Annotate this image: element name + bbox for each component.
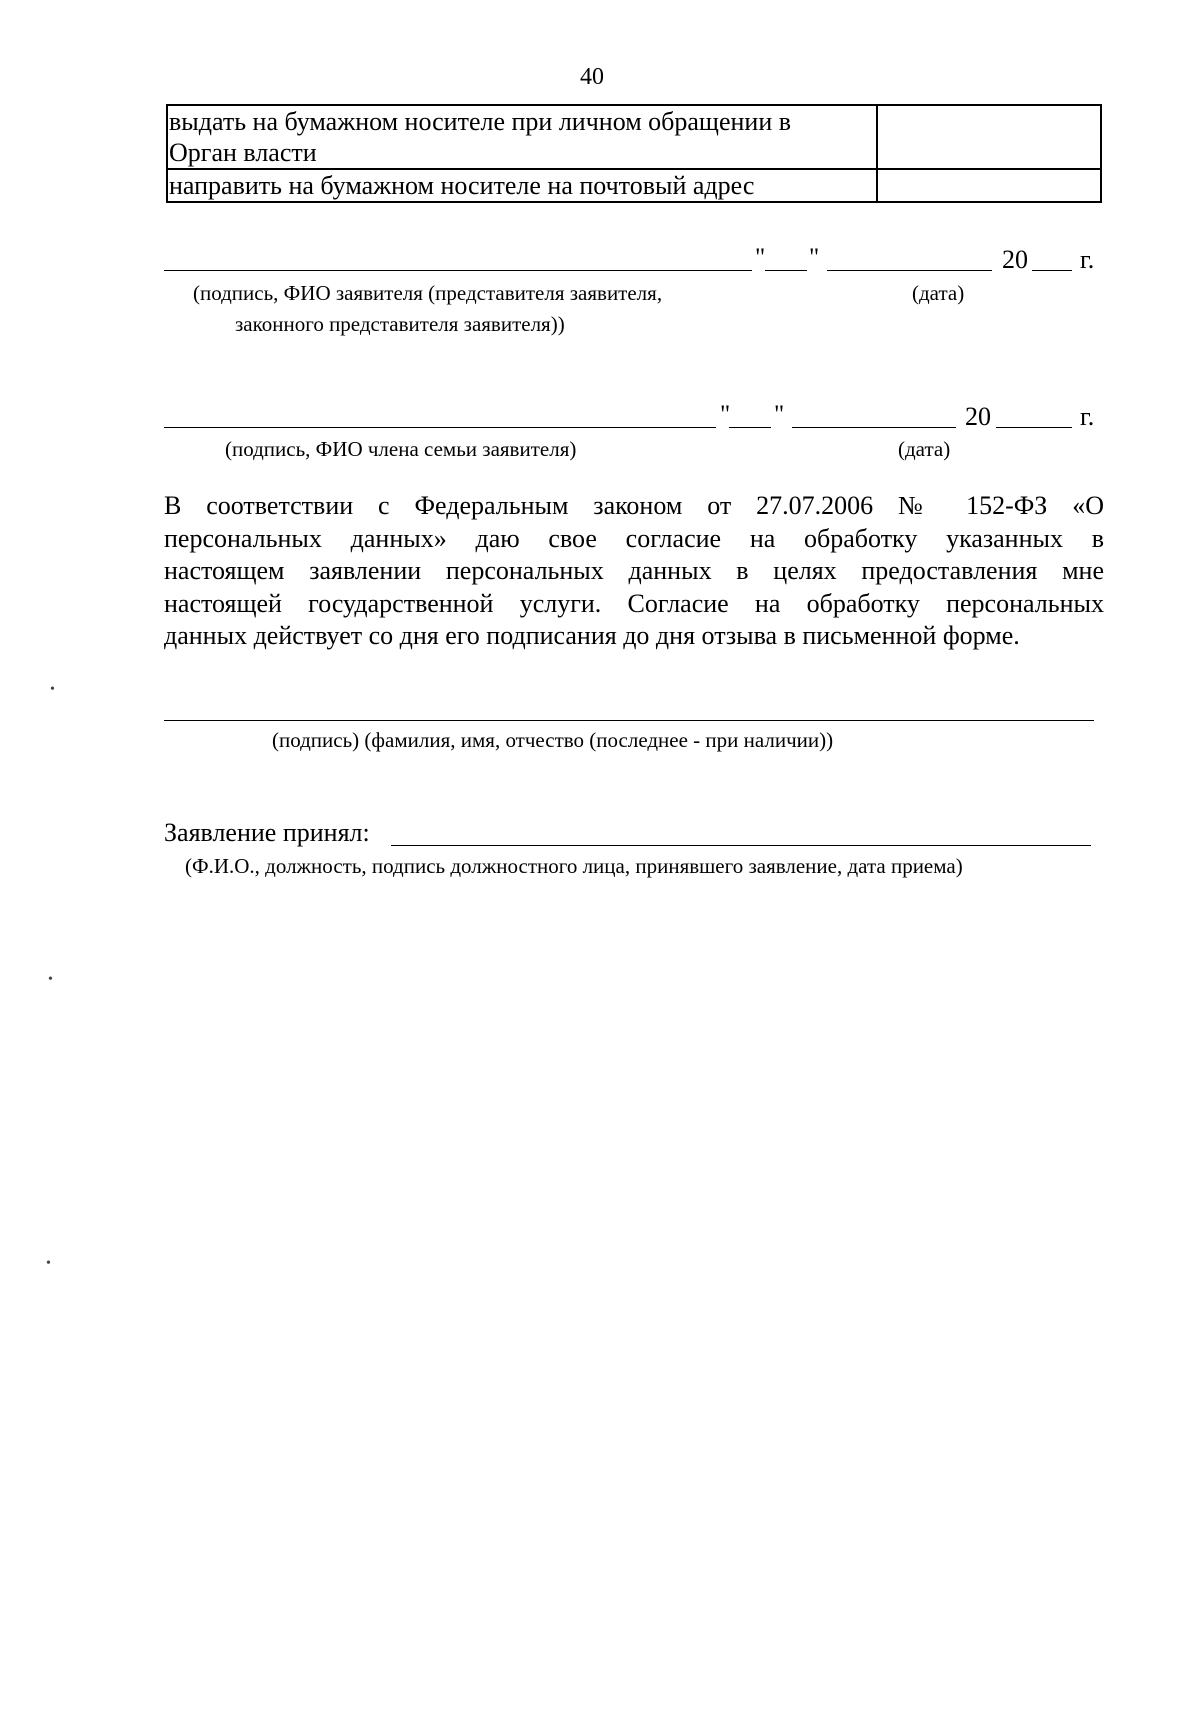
accepted-label: Заявление принял: <box>164 818 370 847</box>
family-month-line[interactable] <box>792 427 956 428</box>
applicant-year-line[interactable] <box>1032 270 1072 271</box>
family-signature-caption: (подпись, ФИО члена семьи заявителя) <box>225 437 577 461</box>
consent-text-line: данных действует со дня его подписания до дня отзыва в письменной форме. <box>164 621 1020 650</box>
scan-mark: • <box>46 1256 51 1271</box>
year-prefix: 20 <box>1002 245 1028 274</box>
applicant-day-line[interactable] <box>765 270 807 271</box>
quote-close: " <box>809 244 820 271</box>
date-caption: (дата) <box>898 437 951 461</box>
delivery-option-label <box>167 105 877 169</box>
family-signature-line[interactable] <box>164 427 716 428</box>
quote-open: " <box>720 401 731 428</box>
applicant-signature-line[interactable] <box>164 270 752 271</box>
consent-text-line: настоящей государственной услуги. Согласие на обработку персональных <box>164 588 1104 618</box>
consent-text-line: настоящем заявлении персональных данных в целях предоставления мне <box>164 556 1104 585</box>
quote-open: " <box>755 244 766 271</box>
delivery-option-checkbox-cell[interactable] <box>877 105 1101 169</box>
quote-close: " <box>774 401 785 428</box>
consent-text-line: персональных данных» даю свое согласие на обработку указанных в <box>164 523 1104 553</box>
consent-paragraph <box>164 490 1104 653</box>
page-number: 40 <box>580 64 604 90</box>
consent-signature-caption: (подпись) (фамилия, имя, отчество (последнее - при наличии)) <box>272 728 834 752</box>
table-row <box>167 169 1101 202</box>
applicant-signature-caption: (подпись, ФИО заявителя (представителя заявителя, <box>193 281 663 305</box>
table-row <box>167 105 1101 169</box>
year-suffix: г. <box>1080 402 1095 431</box>
consent-text-line: В соответствии с Федеральным законом от 27.07.2006 № 152-ФЗ «О <box>164 491 1104 520</box>
delivery-option-line: Орган власти <box>169 138 317 167</box>
consent-signature-line[interactable] <box>164 720 1094 721</box>
delivery-option-label <box>167 169 877 202</box>
year-suffix: г. <box>1080 245 1095 274</box>
scan-mark: • <box>48 972 53 987</box>
year-prefix: 20 <box>965 402 991 431</box>
scan-mark: • <box>50 682 55 697</box>
delivery-option-line: выдать на бумажном носителе при личном обращении в <box>169 107 792 136</box>
family-year-line[interactable] <box>996 427 1072 428</box>
applicant-month-line[interactable] <box>827 270 992 271</box>
date-caption: (дата) <box>912 281 965 305</box>
family-day-line[interactable] <box>729 427 771 428</box>
delivery-option-checkbox-cell[interactable] <box>877 169 1101 202</box>
accepted-caption: (Ф.И.О., должность, подпись должностного лица, принявшего заявление, дата приема) <box>185 854 963 878</box>
delivery-options-table <box>166 104 1102 203</box>
applicant-signature-caption: законного представителя заявителя)) <box>235 312 565 336</box>
delivery-option-line: направить на бумажном носителе на почтовый адрес <box>169 171 755 200</box>
accepted-signature-line[interactable] <box>391 845 1091 846</box>
